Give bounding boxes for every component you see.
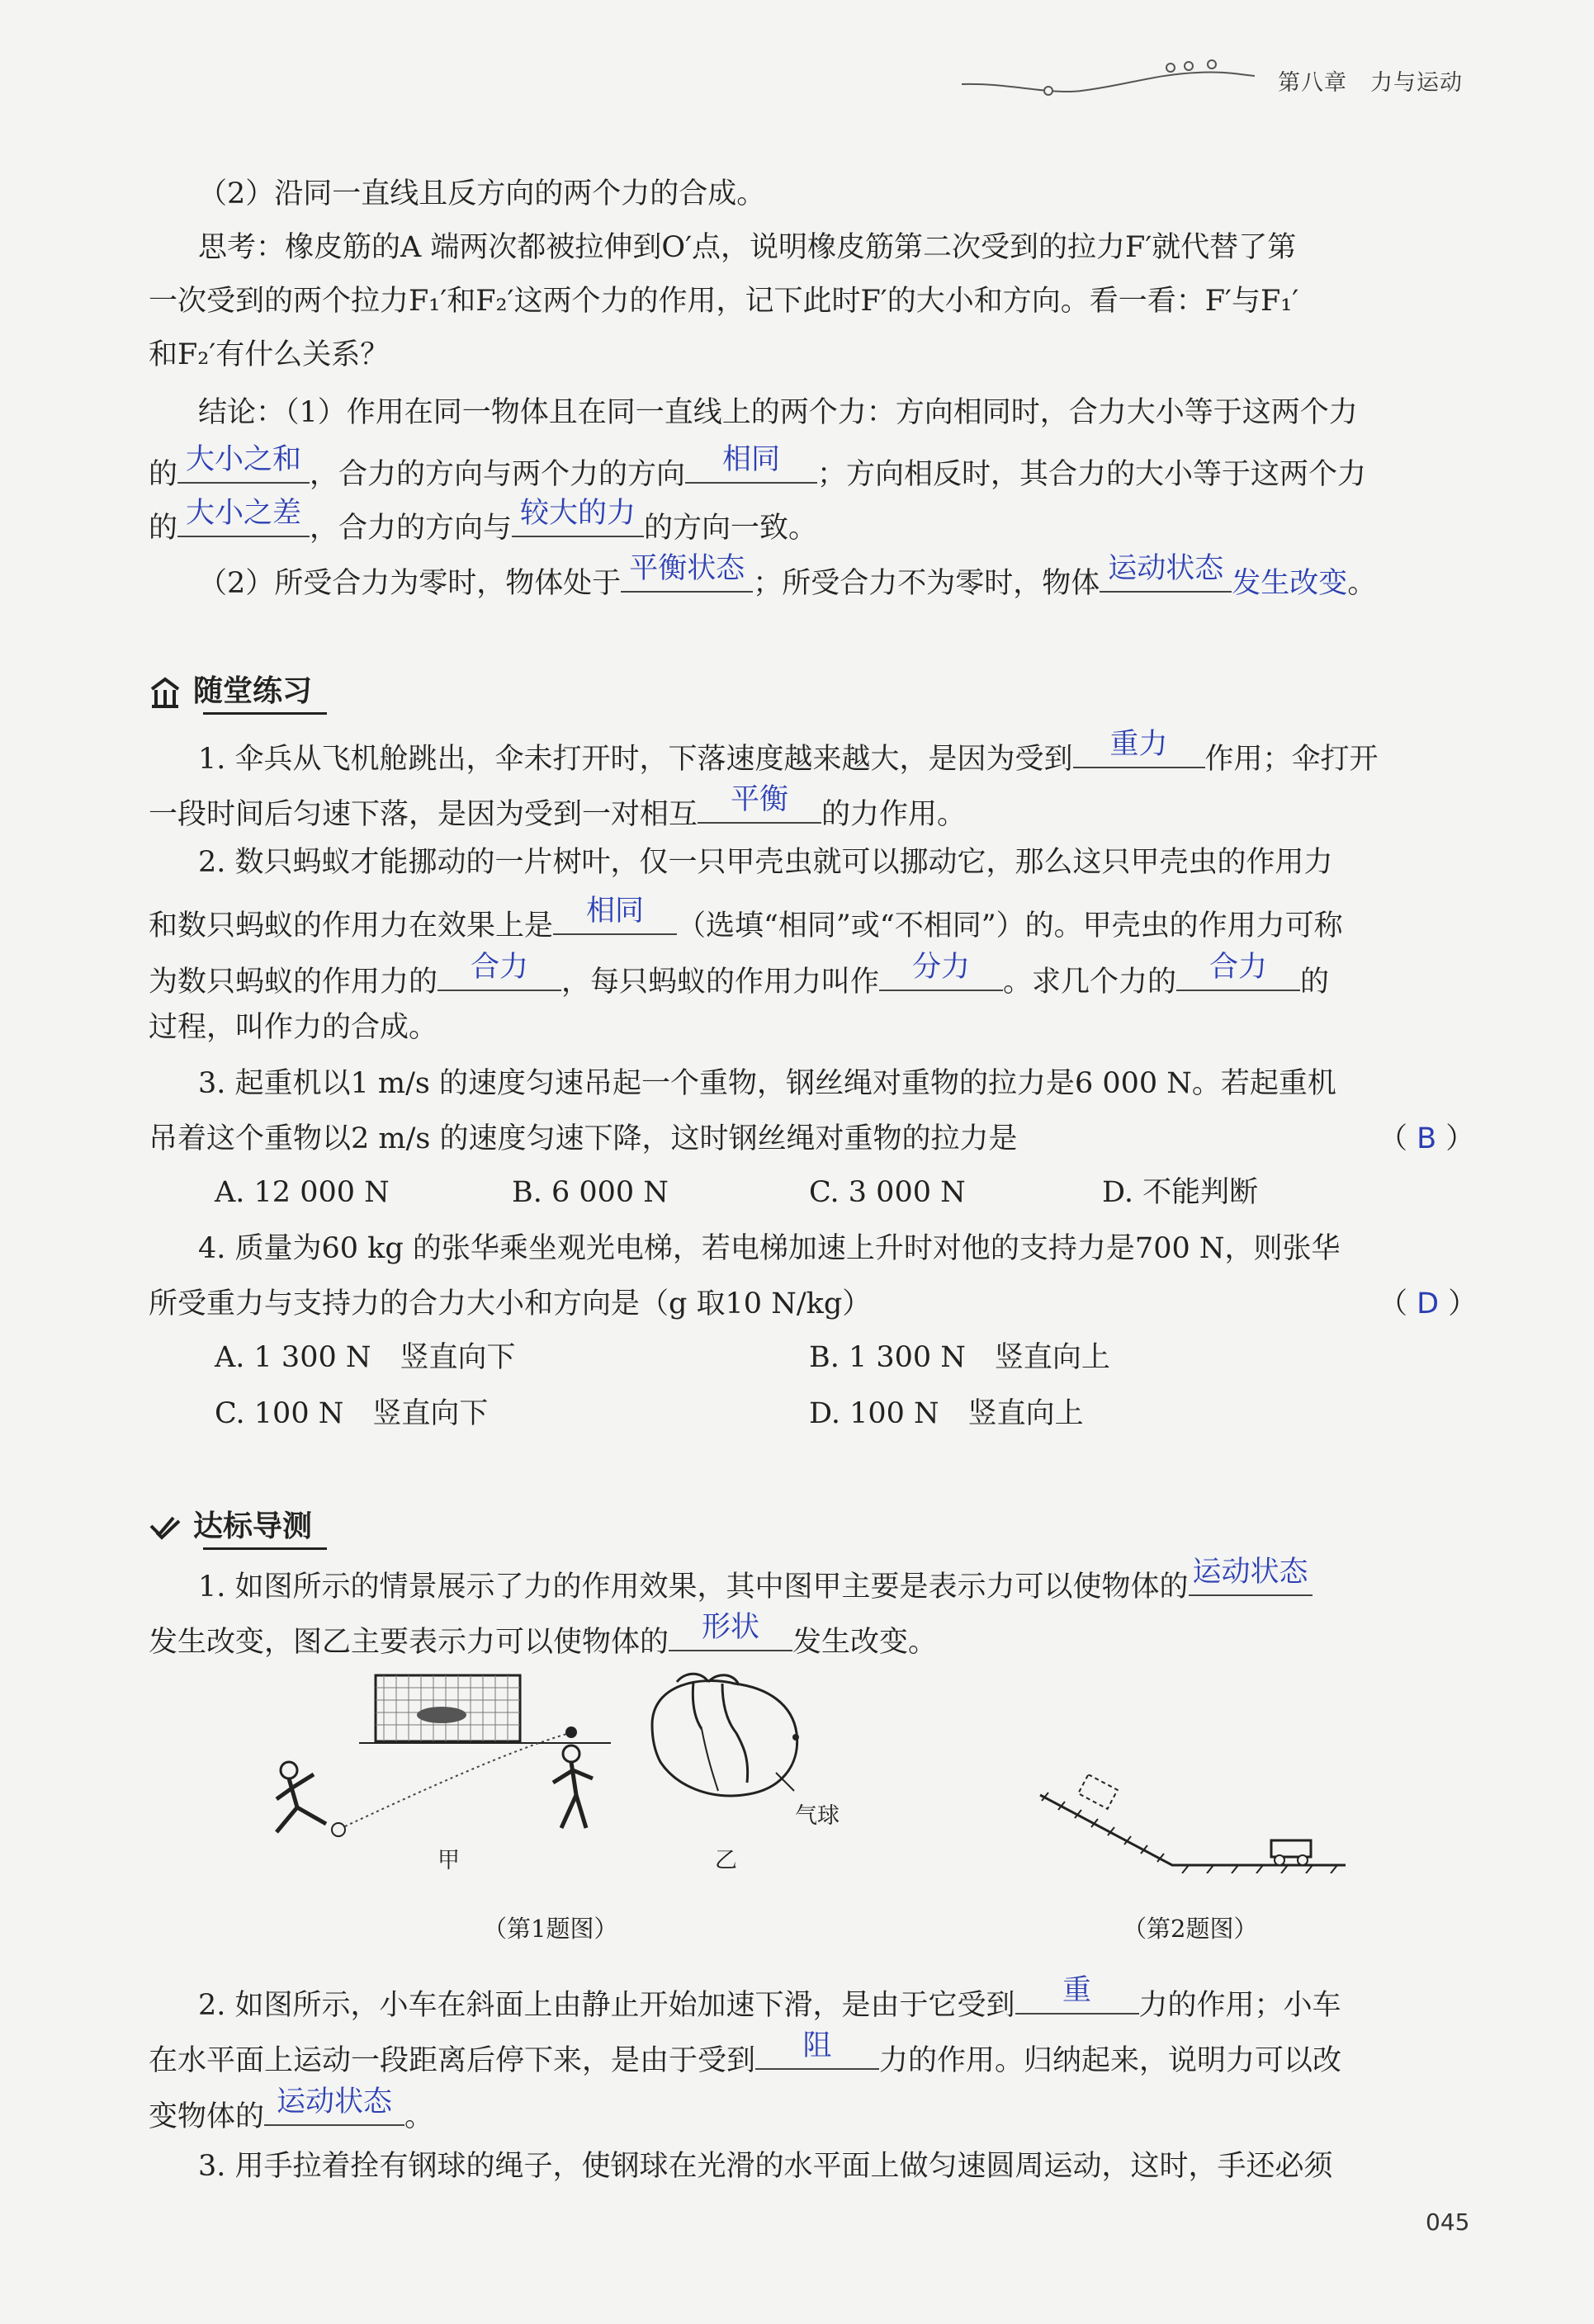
text-line: 所受重力与支持力的合力大小和方向是（g 取10 N/kg） — [149, 1287, 872, 1320]
building-icon — [149, 676, 182, 709]
balloon-hand-figure — [644, 1667, 809, 1832]
figure-label-b: 乙 — [715, 1848, 737, 1873]
answer-blank — [177, 443, 310, 484]
heading-underline — [203, 1547, 327, 1550]
answer-blank — [553, 897, 677, 935]
chapter-title: 第八章 力与运动 — [1278, 70, 1463, 96]
answer-blank — [1015, 1974, 1139, 2015]
answer-blank — [512, 499, 644, 537]
answer-blank — [1100, 552, 1232, 593]
text-line: 为数只蚂蚁的作用力的 合力 ，每只蚂蚁的作用力叫作 分力 。求几个力的 合力 的 — [149, 953, 1478, 1003]
answer-blank — [879, 953, 1003, 991]
answer-blank — [755, 2029, 879, 2070]
handwritten-answer: 分力 — [912, 951, 971, 984]
balloon-label: 气球 — [795, 1803, 840, 1829]
handwritten-answer: B — [1417, 1122, 1437, 1155]
handwritten-answer: 运动状态 — [1192, 1556, 1308, 1589]
answer-blank — [264, 2085, 404, 2126]
subsection-heading: （2）沿同一直线且反方向的两个力的合成。 — [198, 177, 766, 210]
text-line: 思考：橡皮筋的A 端两次都被拉伸到O′点，说明橡皮筋第二次受到的拉力F′就代替了第 — [198, 231, 1297, 264]
text-line: （2）所受合力为零时，物体处于 平衡状态 ；所受合力不为零时，物体 运动状态 发生改变。 — [198, 555, 1478, 604]
handwritten-answer: 合力 — [471, 951, 529, 984]
handwritten-answer: 较大的力 — [520, 497, 636, 530]
handwritten-answer: 大小之和 — [186, 443, 302, 476]
answer-blank — [698, 783, 821, 824]
answer-blank — [1073, 730, 1205, 768]
answer-blank — [177, 499, 310, 537]
answer-blank — [685, 443, 817, 484]
handwritten-answer: 合力 — [1209, 951, 1268, 984]
section-heading-practice: 随堂练习 — [149, 668, 312, 715]
text-line: 在水平面上运动一段距离后停下来，是由于受到 阻 力的作用。归纳起来，说明力可以改 — [149, 2032, 1478, 2081]
text-line: 一次受到的两个拉力F₁′和F₂′这两个力的作用，记下此时F′的大小和方向。看一看：F′与F₁′ — [149, 285, 1299, 318]
handwritten-answer: D — [1417, 1287, 1440, 1320]
handwritten-answer: 运动状态 — [277, 2085, 393, 2119]
text-line: 变物体的 运动状态 。 — [149, 2088, 1478, 2137]
text-line: 和数只蚂蚁的作用力在效果上是 相同 （选填“相同”或“不相同”）的。甲壳虫的作用力可称 — [149, 897, 1478, 947]
answer-blank — [1189, 1558, 1313, 1596]
answer-blank — [669, 1613, 792, 1651]
answer-bracket: （ B ） — [1379, 1122, 1475, 1155]
answer-blank — [1176, 953, 1300, 991]
text-line: 过程，叫作力的合成。 — [149, 1011, 438, 1044]
soccer-figure — [264, 1667, 677, 1857]
handwritten-answer: 重力 — [1109, 728, 1168, 761]
text-line: 和F₂′有什么关系？ — [149, 338, 390, 371]
incline-cart-figure — [1032, 1774, 1354, 1873]
figure-caption-2: （第2题图） — [1123, 1915, 1258, 1943]
figure-caption-1: （第1题图） — [483, 1915, 618, 1943]
text-line: 一段时间后匀速下落，是因为受到一对相互 平衡 的力作用。 — [149, 786, 1478, 835]
question-1: 1. 伞兵从飞机舱跳出，伞未打开时，下落速度越来越大，是因为受到 重力 作用；伞打开 — [198, 730, 1478, 780]
page-number: 045 — [1426, 2208, 1470, 2236]
option-c: C. 3 000 N — [809, 1176, 966, 1209]
question-4: 4. 质量为60 kg 的张华乘坐观光电梯，若电梯加速上升时对他的支持力是700 N，则张华 — [198, 1232, 1341, 1265]
handwritten-answer: 平衡 — [731, 783, 789, 816]
handwritten-answer: 大小之差 — [186, 497, 302, 530]
option-c: C. 100 N 竖直向下 — [215, 1397, 489, 1430]
heading-underline — [203, 712, 327, 715]
answer-bracket: （ D ） — [1379, 1287, 1478, 1320]
answer-blank — [438, 953, 561, 991]
text-line: 的 大小之和 ，合力的方向与两个力的方向 相同 ；方向相反时，其合力的大小等于这两个力 — [149, 446, 1478, 495]
answer-blank — [621, 552, 753, 593]
text-line: 吊着这个重物以2 m/s 的速度匀速下降，这时钢丝绳对重物的拉力是 — [149, 1122, 1018, 1155]
question-2: 2. 如图所示，小车在斜面上由静止开始加速下滑，是由于它受到 重 力的作用；小车 — [198, 1977, 1478, 2026]
header-wave-decoration — [958, 50, 1255, 107]
option-a: A. 1 300 N 竖直向下 — [215, 1341, 516, 1374]
question-1: 1. 如图所示的情景展示了力的作用效果，其中图甲主要是表示力可以使物体的 运动状态 — [198, 1558, 1478, 1608]
text-line: 发生改变，图乙主要表示力可以使物体的 形状 发生改变。 — [149, 1613, 1478, 1663]
handwritten-answer: 相同 — [586, 895, 645, 928]
option-b: B. 1 300 N 竖直向上 — [809, 1341, 1110, 1374]
handwritten-answer: 重 — [1062, 1974, 1092, 2007]
handwritten-answer: 运动状态 — [1108, 552, 1224, 585]
handwritten-answer: 阻 — [802, 2029, 832, 2062]
text-line: 结论：（1）作用在同一物体且在同一直线上的两个力：方向相同时，合力大小等于这两个力 — [198, 396, 1358, 429]
question-3: 3. 起重机以1 m/s 的速度匀速吊起一个重物，钢丝绳对重物的拉力是6 000 N。若起重机 — [198, 1067, 1336, 1100]
option-d: D. 不能判断 — [1102, 1176, 1259, 1209]
double-check-icon — [149, 1511, 182, 1544]
handwritten-answer: 形状 — [702, 1611, 760, 1644]
handwritten-answer: 发生改变 — [1232, 567, 1348, 600]
handwritten-answer: 相同 — [722, 443, 781, 476]
handwritten-answer: 平衡状态 — [629, 552, 745, 585]
section-heading-test: 达标导测 — [149, 1504, 312, 1550]
text-line: 的 大小之差 ，合力的方向与 较大的力 的方向一致。 — [149, 499, 1478, 549]
question-3: 3. 用手拉着拴有钢球的绳子，使钢球在光滑的水平面上做匀速圆周运动，这时，手还必须 — [198, 2150, 1333, 2183]
question-2: 2. 数只蚂蚁才能挪动的一片树叶，仅一只甲壳虫就可以挪动它，那么这只甲壳虫的作用力 — [198, 846, 1333, 879]
option-a: A. 12 000 N — [215, 1176, 390, 1209]
option-d: D. 100 N 竖直向上 — [809, 1397, 1084, 1430]
figure-label-a: 甲 — [438, 1848, 460, 1873]
option-b: B. 6 000 N — [512, 1176, 669, 1209]
